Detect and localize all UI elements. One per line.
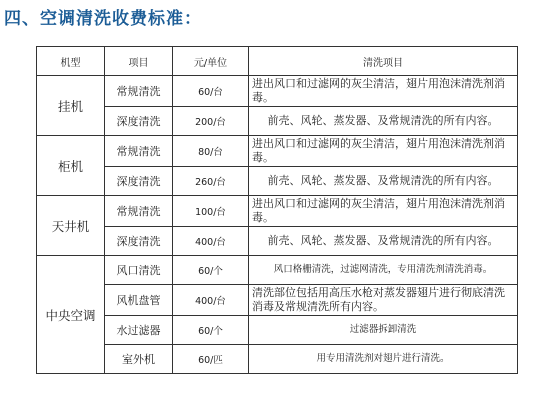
section-heading: 四、空调清洗收费标准： [4, 9, 202, 29]
desc-cell: 用专用清洗剂对翅片进行清洗。 [249, 345, 518, 374]
item-cell: 风机盘管 [105, 285, 173, 316]
item-cell: 深度清洗 [105, 227, 173, 256]
type-cell: 挂机 [37, 76, 105, 136]
item-cell: 水过滤器 [105, 316, 173, 345]
type-cell: 天井机 [37, 196, 105, 256]
price-cell: 100/台 [173, 196, 249, 227]
price-cell: 400/台 [173, 227, 249, 256]
price-cell: 260/台 [173, 167, 249, 196]
table-row [37, 316, 518, 345]
desc-cell: 风口格栅清洗，过滤网清洗，专用清洗剂清洗消毒。 [249, 256, 518, 285]
desc-cell: 前壳、风轮、蒸发器、及常规清洗的所有内容。 [249, 167, 518, 196]
item-cell: 常规清洗 [105, 196, 173, 227]
desc-cell: 前壳、风轮、蒸发器、及常规清洗的所有内容。 [249, 107, 518, 136]
type-cell: 柜机 [37, 136, 105, 196]
price-cell: 60/个 [173, 256, 249, 285]
table-header-row [37, 47, 518, 76]
price-cell: 200/台 [173, 107, 249, 136]
price-cell: 80/台 [173, 136, 249, 167]
price-cell: 400/台 [173, 285, 249, 316]
desc-cell: 进出风口和过滤网的灰尘清洁，翅片用泡沫清洗剂消毒。 [249, 196, 518, 227]
item-cell: 风口清洗 [105, 256, 173, 285]
desc-cell: 清洗部位包括用高压水枪对蒸发器翅片进行彻底清洗消毒及常规清洗所有内容。 [249, 285, 518, 316]
desc-cell: 进出风口和过滤网的灰尘清洁，翅片用泡沫清洗剂消毒。 [249, 136, 518, 167]
table-row [37, 285, 518, 316]
item-cell: 常规清洗 [105, 136, 173, 167]
item-cell: 常规清洗 [105, 76, 173, 107]
item-cell: 深度清洗 [105, 167, 173, 196]
table-row [37, 256, 518, 285]
header-type: 机型 [37, 47, 105, 76]
table-row [37, 196, 518, 227]
table-row [37, 227, 518, 256]
table-row [37, 107, 518, 136]
header-desc: 清洗项目 [249, 47, 518, 76]
table-row [37, 345, 518, 374]
item-cell: 室外机 [105, 345, 173, 374]
header-item: 项目 [105, 47, 173, 76]
table-row [37, 76, 518, 107]
desc-cell: 进出风口和过滤网的灰尘清洁，翅片用泡沫清洗剂消毒。 [249, 76, 518, 107]
item-cell: 深度清洗 [105, 107, 173, 136]
header-price: 元/单位 [173, 47, 249, 76]
desc-cell: 过滤器拆卸清洗 [249, 316, 518, 345]
table-row [37, 136, 518, 167]
table-row [37, 167, 518, 196]
price-cell: 60/匹 [173, 345, 249, 374]
price-cell: 60/个 [173, 316, 249, 345]
price-cell: 60/台 [173, 76, 249, 107]
desc-cell: 前壳、风轮、蒸发器、及常规清洗的所有内容。 [249, 227, 518, 256]
type-cell: 中央空调 [37, 256, 105, 374]
cleaning-fee-table [36, 46, 518, 374]
